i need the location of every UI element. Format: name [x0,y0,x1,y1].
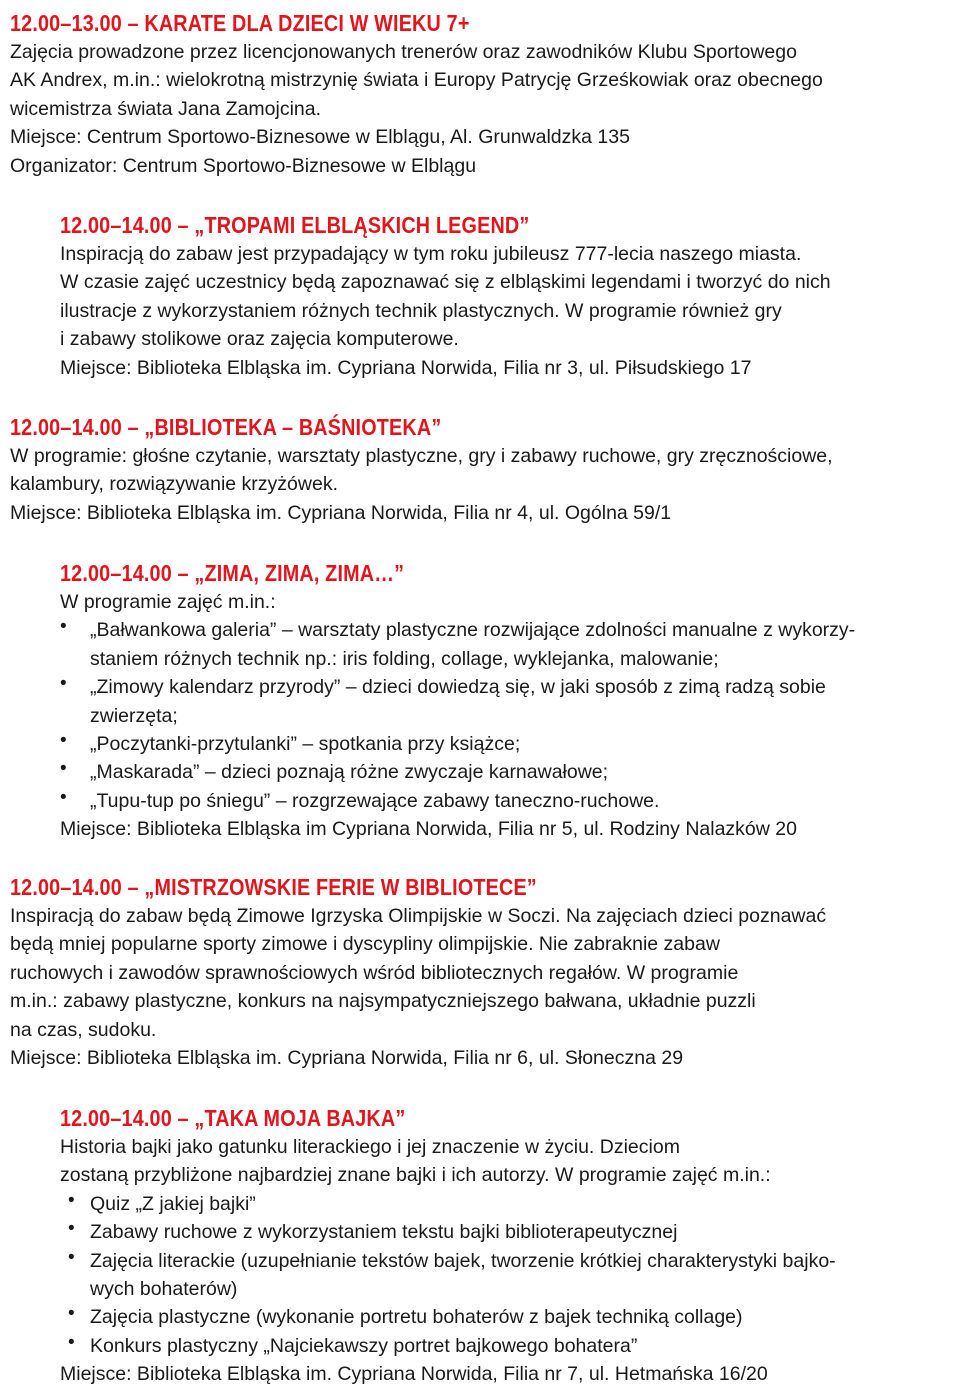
event-text-line: na czas, sudoku. [10,1018,157,1041]
bullet-icon [60,673,80,695]
event-text-line: Zajęcia prowadzone przez licencjonowanych trenerów oraz zawodników Klubu Sportowego [10,41,797,63]
event-place: Miejsce: Biblioteka Elbląska im Cypriana Norwida, Filia nr 5, ul. Rodziny Nalazków 20 [60,818,797,841]
event-text-line: wicemistrza świata Jana Zamojcina. [10,97,322,120]
event-text-line: Historia bajki jako gatunku literackiego i jej znaczenie w życiu. Dzieciom [60,1136,680,1158]
bullet-icon [60,758,80,780]
bullet-item [60,1332,955,1360]
event-text-line: i zabawy stolikowe oraz zajęcia komputerowe. [60,328,459,351]
bullet-icon [60,730,80,752]
bullet-item [60,1247,955,1304]
event-text-line: ruchowych i zawodów sprawnościowych wśród bibliotecznych regałów. W programie [10,961,739,984]
bullet-text: „Zimowy kalendarz przyrody” – dzieci dowiedzą się, w jaki sposób z zimą radzą sobie [90,676,826,699]
bullet-item [60,758,955,786]
event-title: 12.00–14.00 – „MISTRZOWSKIE FERIE W BIBLIOTECE” [10,874,537,900]
event-text-line: AK Andrex, m.in.: wielokrotną mistrzynię świata i Europy Patrycję Grześkowiak oraz obecnego [10,69,823,92]
bullet-item [60,1190,955,1218]
bullet-item [60,1218,955,1246]
event-text-line: W czasie zajęć uczestnicy będą zapoznawać się z elbląskimi legendami i tworzyć do nich [60,271,831,294]
event-karate [10,8,955,180]
bullet-icon [68,1247,88,1269]
bullet-item [60,730,955,758]
event-organizer: Organizator: Centrum Sportowo-Biznesowe w Elblągu [10,154,477,177]
event-intro: W programie zajęć m.in.: [60,591,276,613]
bullet-icon [68,1332,88,1354]
event-place: Miejsce: Centrum Sportowo-Biznesowe w Elblągu, Al. Grunwaldzka 135 [10,126,630,149]
bullet-text: Zajęcia literackie (uzupełnianie tekstów bajek, tworzenie krótkiej charakterystyki bajko- [90,1249,836,1272]
bullet-icon [68,1218,88,1240]
event-title: 12.00–14.00 – „ZIMA, ZIMA, ZIMA…” [60,560,405,586]
event-mistrzowskie-ferie [10,872,955,1072]
event-text-line: będą mniej popularne sporty zimowe i dyscypliny olimpijskie. Nie zabraknie zabaw [10,933,720,956]
event-place: Miejsce: Biblioteka Elbląska im. Cypriana Norwida, Filia nr 4, ul. Ogólna 59/1 [10,501,672,524]
bullet-text: Quiz „Z jakiej bajki” [90,1192,256,1215]
event-place: Miejsce: Biblioteka Elbląska im. Cypriana Norwida, Filia nr 3, ul. Piłsudskiego 17 [60,356,752,379]
bullet-text: Zabawy ruchowe z wykorzystaniem tekstu bajki biblioterapeutycznej [90,1221,678,1244]
bullet-text: Konkurs plastyczny „Najciekawszy portret bajkowego bohatera” [90,1334,638,1357]
bullet-text: Zajęcia plastyczne (wykonanie portretu bohaterów z bajek techniką collage) [90,1306,743,1329]
bullet-text: „Maskarada” – dzieci poznają różne zwyczaje karnawałowe; [90,761,609,784]
bullet-item [60,787,955,815]
bullet-icon [60,787,80,809]
event-text-line: kalambury, rozwiązywanie krzyżówek. [10,473,338,496]
bullet-text: staniem różnych technik np.: iris folding, collage, wyklejanka, malowanie; [90,647,719,670]
bullet-item [60,1303,955,1331]
bullet-text: „Poczytanki-przytulanki” – spotkania przy książce; [90,733,521,756]
bullet-icon [60,616,80,638]
event-tropami-legend [60,210,955,382]
event-text-line: Inspiracją do zabaw jest przypadający w tym roku jubileusz 777-lecia naszego miasta. [60,243,802,265]
event-text-line: m.in.: zabawy plastyczne, konkurs na najsympatyczniejszego bałwana, układnie puzzli [10,990,756,1013]
bullet-text: „Tupu-tup po śniegu” – rozgrzewające zabawy taneczno-ruchowe. [90,789,660,812]
event-text-line: W programie: głośne czytanie, warsztaty plastyczne, gry i zabawy ruchowe, gry zręcznościowe, [10,445,833,467]
event-title: 12.00–14.00 – „TAKA MOJA BAJKA” [60,1105,406,1131]
event-title: 12.00–13.00 – KARATE DLA DZIECI W WIEKU 7+ [10,10,470,36]
event-place: Miejsce: Biblioteka Elbląska im. Cypriana Norwida, Filia nr 6, ul. Słoneczna 29 [10,1047,684,1070]
bullet-item [60,616,955,673]
event-biblioteka-basnioteka [10,412,955,527]
bullet-icon [68,1303,88,1325]
event-title: 12.00–14.00 – „BIBLIOTEKA – BAŚNIOTEKA” [10,414,442,440]
event-text-line: zostaną przybliżone najbardziej znane bajki i ich autorzy. W programie zajęć m.in.: [60,1164,771,1187]
bullet-text: wych bohaterów) [90,1278,238,1301]
bullet-icon [68,1190,88,1212]
bullet-item [60,673,955,730]
event-place: Miejsce: Biblioteka Elbląska im. Cypriana Norwida, Filia nr 7, ul. Hetmańska 16/20 [60,1363,768,1386]
event-text-line: Inspiracją do zabaw będą Zimowe Igrzyska Olimpijskie w Soczi. Na zajęciach dzieci poznawać [10,905,827,927]
event-taka-moja-bajka [60,1103,955,1389]
event-title: 12.00–14.00 – „TROPAMI ELBLĄSKICH LEGEND” [60,212,530,238]
event-text-line: ilustracje z wykorzystaniem różnych technik plastycznych. W programie również gry [60,299,782,322]
bullet-text: „Bałwankowa galeria” – warsztaty plastyczne rozwijające zdolności manualne z wykorzy- [90,619,856,642]
event-zima-zima [60,558,955,844]
bullet-text: zwierzęta; [90,704,178,727]
